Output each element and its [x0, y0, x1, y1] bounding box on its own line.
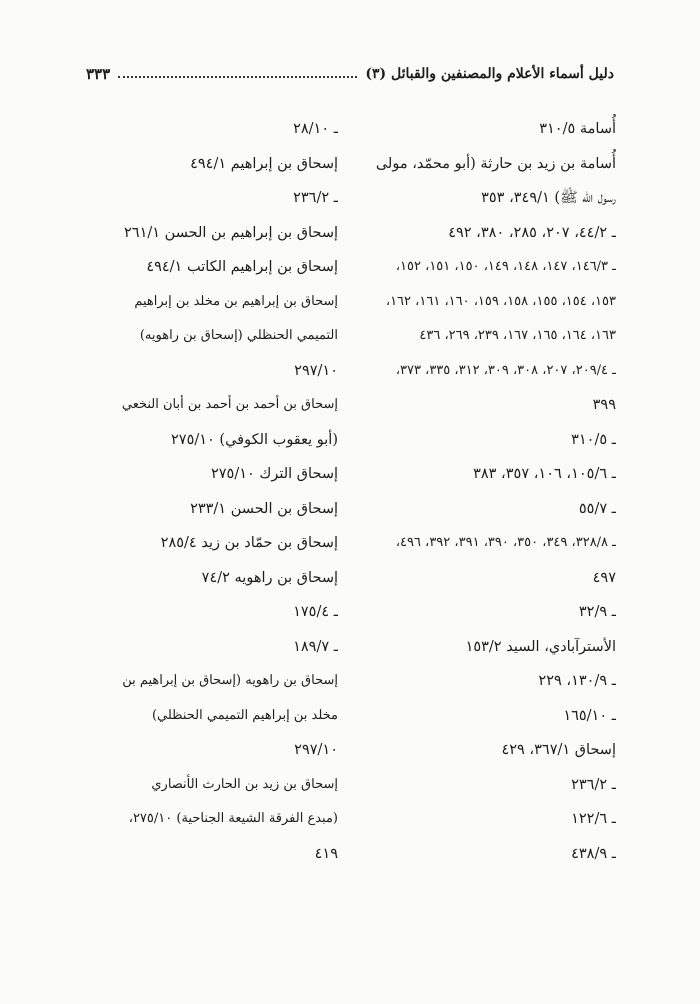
index-entry: ـ ٥٥/٧ [578, 500, 616, 517]
index-entry: ١٦٣، ١٦٤، ١٦٥، ١٦٧، ٢٣٩، ٢٦٩، ٤٣٦ [419, 328, 616, 343]
index-entry: ـ ٣٢/٩ [578, 604, 616, 620]
index-entry: ـ ١٨٩/٧ [293, 638, 338, 655]
index-entry: إسحاق بن إبراهيم بن مخلد بن إبراهيم [134, 293, 338, 309]
page-number: ٣٣٣ [86, 65, 111, 83]
index-entry: إسحاق بن إبراهيم الكاتب ٤٩٤/١ [146, 259, 338, 275]
index-entry: (مبدع الفرقة الشيعة الجناحية) ٢٧٥/١٠، [128, 811, 338, 826]
index-entry: ١٥٣، ١٥٤، ١٥٥، ١٥٨، ١٥٩، ١٦٠، ١٦١، ١٦٢، [385, 293, 616, 309]
index-entry: التميمي الحنظلي (إسحاق بن راهويه) [139, 328, 338, 343]
index-entry: ـ ٢٣٦/٢ [293, 190, 338, 206]
index-entry: أُسامة بن زيد بن حارثة (أبو محمّد، مولى [375, 155, 616, 172]
index-entry: ـ ١٣٠/٩، ٢٢٩ [538, 673, 616, 689]
index-entry: الأسترآبادي، السيد ١٥٣/٢ [465, 638, 616, 655]
index-column-left [84, 112, 338, 871]
page-header [86, 62, 614, 86]
index-entry: ـ ٢٠٩/٤، ٢٠٧، ٣٠٨، ٣٠٩، ٣١٢، ٣٣٥، ٣٧٣، [395, 362, 616, 378]
index-entry: أُسامة ٣١٠/٥ [539, 121, 616, 137]
index-entry: إسحاق بن زيد بن الحارث الأنصاري [151, 776, 338, 792]
index-entry: ـ ١٠٥/٦، ١٠٦، ٣٥٧، ٣٨٣ [473, 466, 616, 482]
index-entry: ـ ٤٣٨/٩ [571, 845, 616, 862]
index-entry: ـ ١٢٢/٦ [571, 811, 616, 827]
index-body [84, 112, 616, 871]
index-entry: إسحاق بن إبراهيم بن الحسن ٢٦١/١ [124, 224, 338, 241]
index-entry: ٢٩٧/١٠ [294, 742, 338, 758]
index-entry: ـ ٢٨/١٠ [293, 121, 338, 137]
running-title: دليل أسماء الأعلام والمصنفين والقبائل (٣) [365, 66, 614, 82]
index-entry: (أبو يعقوب الكوفي) ٢٧٥/١٠ [171, 431, 338, 448]
index-entry: إسحاق الترك ٢٧٥/١٠ [210, 466, 338, 482]
index-entry: إسحاق بن راهويه ٧٤/٢ [201, 569, 338, 586]
header-leader-dots [118, 76, 357, 78]
index-entry: ـ ٢٣٦/٢ [571, 776, 616, 793]
index-entry: إسحاق بن الحسن ٢٣٣/١ [190, 500, 338, 517]
index-entry: ـ ١٦٥/١٠ [563, 707, 616, 724]
index-entry: رسول الله ﷺ) ٣٤٩/١، ٣٥٣ [481, 190, 616, 206]
index-entry: مخلد بن إبراهيم التميمي الحنظلي) [151, 707, 338, 723]
index-entry: ٤٩٧ [592, 569, 616, 586]
index-entry: ٢٩٧/١٠ [294, 362, 338, 379]
index-entry: إسحاق بن أحمد بن أحمد بن أبان النخعي [121, 397, 338, 412]
index-entry: ـ ٣٢٨/٨، ٣٤٩، ٣٥٠، ٣٩٠، ٣٩١، ٣٩٢، ٤٩٦، [395, 535, 616, 550]
index-entry: ٤١٩ [314, 845, 338, 862]
index-entry: ـ ٤٤/٢، ٢٠٧، ٢٨٥، ٣٨٠، ٤٩٢ [448, 224, 616, 241]
index-entry: إسحاق ٣٦٧/١، ٤٢٩ [501, 742, 616, 758]
index-entry: ـ ٣١٠/٥ [571, 431, 616, 448]
index-entry: ـ ١٤٦/٣، ١٤٧، ١٤٨، ١٤٩، ١٥٠، ١٥١، ١٥٢، [395, 259, 616, 274]
index-entry: إسحاق بن راهويه (إسحاق بن إبراهيم بن [122, 673, 338, 688]
index-entry: ـ ١٧٥/٤ [293, 604, 338, 620]
index-entry: ٣٩٩ [592, 397, 616, 413]
index-entry: إسحاق بن حمّاد بن زيد ٢٨٥/٤ [160, 535, 338, 551]
index-entry: إسحاق بن إبراهيم ٤٩٤/١ [190, 155, 338, 172]
index-column-right [362, 112, 616, 871]
